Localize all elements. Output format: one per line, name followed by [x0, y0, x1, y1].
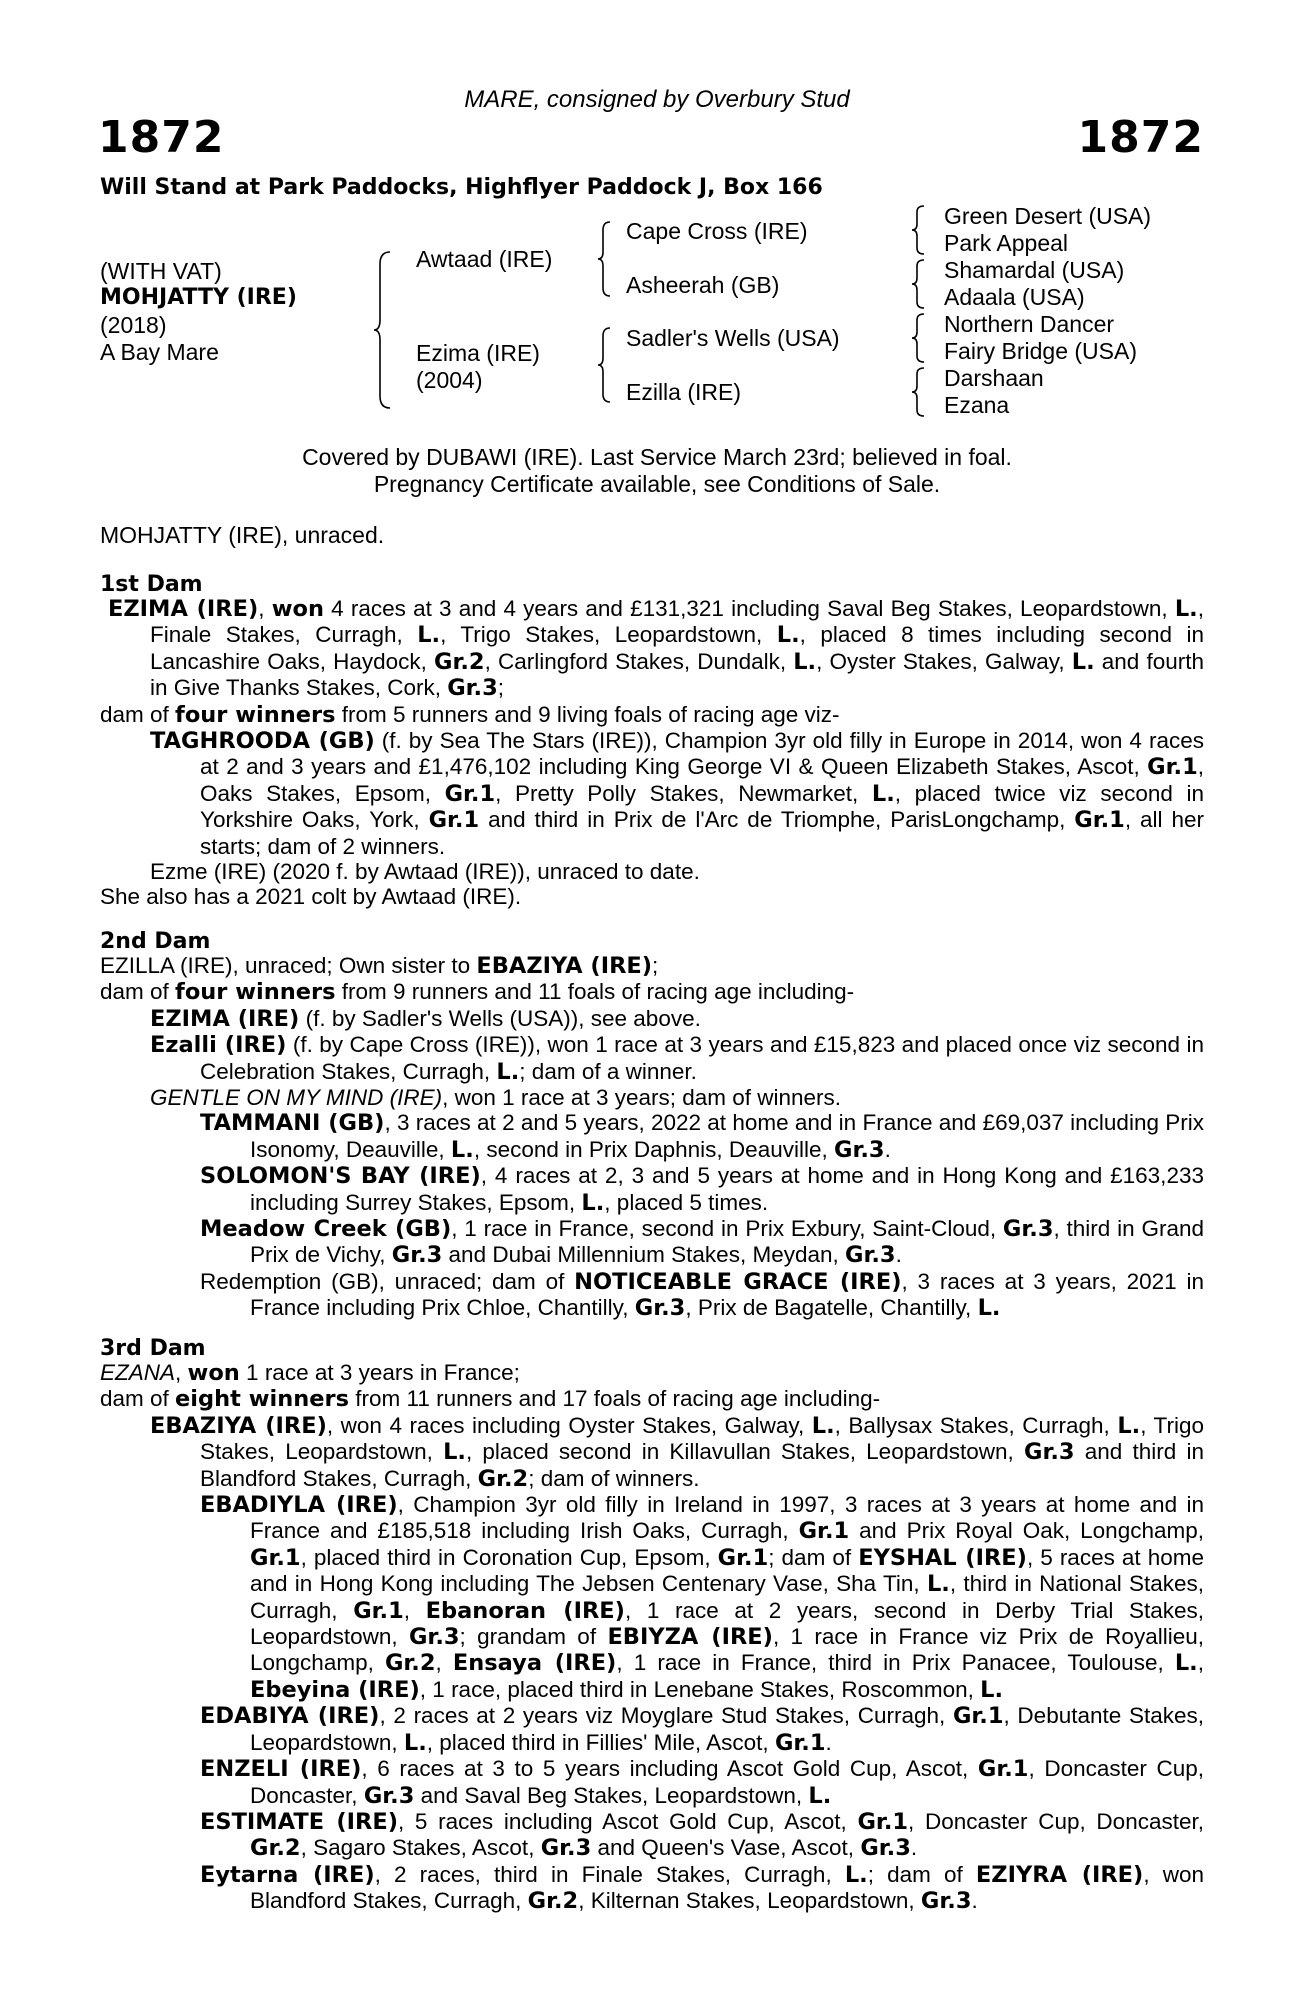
lot-number-left: 1872: [98, 112, 225, 163]
text-run: , 1 race, placed third in Lenebane Stakes, Roscommon,: [419, 1676, 981, 1702]
bold-run: L.: [496, 1058, 520, 1085]
bold-run: L.: [793, 648, 817, 675]
bold-run: Ensaya (IRE): [452, 1650, 617, 1677]
bold-run: Gr.1: [444, 780, 496, 807]
third-dam-section: [100, 1360, 1204, 1915]
text-run: ,: [175, 1360, 188, 1385]
italic-run: EZANA: [100, 1360, 176, 1385]
bold-run: Gr.1: [774, 1729, 826, 1756]
bold-run: Gr.2: [434, 648, 485, 675]
bold-run: L.: [926, 1571, 950, 1598]
bold-run: EBADIYLA (IRE): [200, 1492, 398, 1519]
text-run: , Trigo Stakes, Leopardstown,: [440, 622, 777, 648]
text-run: , Pretty Polly Stakes, Newmarket,: [495, 780, 872, 806]
produce-entry: [100, 728, 1204, 859]
first-dam-record: [100, 596, 1204, 702]
bold-run: Ebeyina (IRE): [250, 1676, 420, 1703]
second-dam-heading: 2nd Dam: [100, 929, 211, 954]
text-run: , won Blandford Stakes, Curragh,: [250, 1861, 1204, 1914]
third-dam-heading: 3rd Dam: [100, 1336, 206, 1361]
grand-produce-entry: [100, 1110, 1204, 1163]
pedigree-dam-sire: Sadler's Wells (USA): [626, 325, 840, 351]
bold-run: TAGHROODA (GB): [150, 728, 375, 755]
pedigree-sire-dam: Asheerah (GB): [626, 272, 780, 298]
text-run: ; dam of: [867, 1861, 976, 1887]
text-run: , 1 race at 2 years, second in Derby Trial Stakes, Leopardstown,: [250, 1597, 1204, 1650]
bold-run: Meadow Creek (GB): [200, 1216, 452, 1243]
text-run: and Saval Beg Stakes, Leopardstown,: [414, 1782, 809, 1808]
text-run: , 3 races at 2 and 5 years, 2022 at home and in France and £69,037 including Prix Isonomy, Deauville,: [250, 1110, 1204, 1162]
text-run: , Oyster Stakes, Galway,: [816, 648, 1072, 674]
text-run: , 5 races including Ascot Gold Cup, Ascot,: [397, 1808, 858, 1834]
bold-run: Gr.3: [1002, 1216, 1054, 1243]
second-dam-record: [100, 953, 1204, 979]
text-run: , placed 5 times.: [604, 1189, 769, 1215]
bold-run: Gr.3: [447, 675, 498, 702]
bold-run: Gr.1: [1147, 754, 1198, 781]
grand-produce-entry: [100, 1163, 1204, 1216]
bold-run: L.: [417, 622, 441, 649]
bold-run: Eytarna (IRE): [200, 1861, 375, 1888]
text-run: , placed 8 times including second in Lancashire Oaks, Haydock,: [150, 622, 1204, 674]
grand-produce-entry: [100, 1492, 1204, 1703]
horse-year: (2018): [100, 312, 167, 338]
bold-run: EBAZIYA (IRE): [476, 953, 653, 979]
produce-entry: [100, 1006, 1204, 1032]
pedigree-g3-6: Fairy Bridge (USA): [944, 338, 1137, 364]
text-run: , Debutante Stakes, Leopardstown,: [250, 1703, 1204, 1755]
text-run: , Trigo Stakes, Leopardstown,: [200, 1412, 1204, 1465]
text-run: , 4 races at 2, 3 and 5 years at home and in Hong Kong and £163,233 including Surrey Stakes, Epsom,: [250, 1163, 1204, 1215]
text-run: She also has a 2021 colt by Awtaad (IRE).: [100, 884, 522, 910]
bold-run: EZIMA (IRE): [150, 1005, 300, 1032]
unraced-note: MOHJATTY (IRE), unraced.: [100, 522, 385, 548]
text-run: 1 race at 3 years in France;: [239, 1360, 520, 1385]
bold-run: L.: [443, 1439, 466, 1466]
bold-run: four winners: [175, 979, 336, 1006]
bold-run: four winners: [175, 701, 336, 728]
bold-run: Gr.1: [428, 807, 480, 834]
pedigree-brace-sire: [596, 220, 616, 298]
text-run: and third in Prix de l'Arc de Triomphe, ParisLongchamp,: [479, 807, 1075, 833]
produce-entry: [100, 1085, 1204, 1110]
covered-line-1: Covered by DUBAWI (IRE). Last Service March 23rd; believed in foal.: [302, 444, 1012, 470]
bold-run: Gr.3: [540, 1835, 592, 1862]
italic-run: GENTLE ON MY MIND (IRE): [150, 1085, 443, 1111]
bold-run: EDABIYA (IRE): [200, 1703, 380, 1730]
bold-run: Gr.1: [353, 1597, 404, 1624]
bold-run: Gr.3: [1023, 1439, 1075, 1466]
third-dam-produce-summary: [100, 1386, 1204, 1412]
grand-produce-entry: [100, 1269, 1204, 1322]
bold-run: L.: [871, 780, 895, 807]
bold-run: EZIYRA (IRE): [975, 1861, 1144, 1888]
bold-run: Gr.2: [384, 1650, 436, 1677]
text-run: , 5 races at home and in Hong Kong including The Jebsen Centenary Vase, Sha Tin,: [250, 1544, 1204, 1597]
text-run: and Dubai Millennium Stakes, Meydan,: [442, 1242, 846, 1268]
bold-run: won: [187, 1360, 240, 1386]
bold-run: L.: [776, 622, 800, 649]
text-run: , Finale Stakes, Curragh,: [150, 596, 1204, 648]
text-run: , Prix de Bagatelle, Chantilly,: [685, 1295, 978, 1321]
text-run: , placed third in Coronation Cup, Epsom,: [300, 1544, 718, 1570]
bold-run: Gr.3: [920, 1888, 972, 1915]
bold-run: Gr.3: [860, 1835, 911, 1862]
text-run: , placed twice viz second in Yorkshire Oaks, York,: [200, 780, 1205, 833]
text-run: from 9 runners and 11 foals of racing age including-: [335, 979, 855, 1005]
lot-number-right: 1872: [1077, 112, 1204, 163]
produce-entry: [100, 1862, 1204, 1915]
first-dam-produce-summary: [100, 702, 1204, 728]
bold-run: Gr.3: [834, 1136, 885, 1163]
text-run: (f. by Cape Cross (IRE)), won 1 race at 3 years and £15,823 and placed once viz second in Celebration Stakes, Curragh,: [200, 1032, 1204, 1084]
text-run: , second in Prix Daphnis, Deauville,: [473, 1136, 834, 1162]
bold-run: Ebanoran (IRE): [425, 1597, 625, 1624]
text-run: and fourth in Give Thanks Stakes, Cork,: [150, 648, 1204, 701]
bold-run: L.: [1174, 1650, 1198, 1677]
bold-run: Gr.3: [391, 1242, 443, 1269]
pedigree-g3-4: Adaala (USA): [944, 284, 1085, 310]
horse-vat: (WITH VAT): [100, 258, 222, 284]
produce-entry: [100, 859, 1204, 884]
text-run: , 1 race in France, second in Prix Exbury, Saint-Cloud,: [451, 1216, 1003, 1242]
text-run: ; dam of a winner.: [519, 1058, 697, 1084]
text-run: (f. by Sea The Stars (IRE)), Champion 3yr old filly in Europe in 2014, won 4 races at 2 and 3 years and £1,476,102 including King George VI & Queen Elizabeth Stakes, Ascot,: [200, 728, 1204, 780]
text-run: , Carlingford Stakes, Dundalk,: [484, 648, 794, 674]
text-run: , Kilternan Stakes, Leopardstown,: [578, 1888, 921, 1914]
bold-run: EBAZIYA (IRE): [150, 1412, 327, 1439]
text-run: ,: [258, 596, 272, 621]
bold-run: Gr.1: [952, 1703, 1004, 1730]
pedigree-g3-8: Ezana: [944, 392, 1010, 418]
text-run: and Queen's Vase, Ascot,: [591, 1835, 861, 1861]
bold-run: L.: [808, 1782, 832, 1809]
bold-run: L.: [811, 1412, 835, 1439]
text-run: (f. by Sadler's Wells (USA)), see above.: [299, 1005, 701, 1031]
text-run: , all her starts; dam of 2 winners.: [200, 807, 1204, 859]
bold-run: Gr.1: [798, 1518, 850, 1545]
bold-run: EBIYZA (IRE): [607, 1624, 773, 1651]
produce-entry: [100, 1413, 1204, 1492]
text-run: , won 1 race at 3 years; dam of winners.: [442, 1085, 842, 1111]
second-dam-produce-summary: [100, 979, 1204, 1005]
text-run: , Doncaster Cup, Doncaster,: [250, 1756, 1204, 1808]
first-dam-heading: 1st Dam: [100, 572, 203, 597]
stand-location: Will Stand at Park Paddocks, Highflyer Paddock J, Box 166: [100, 175, 823, 200]
bold-run: Gr.1: [717, 1544, 769, 1571]
text-run: , Sagaro Stakes, Ascot,: [300, 1835, 541, 1861]
bold-run: EZIMA (IRE): [108, 596, 259, 622]
text-run: .: [910, 1835, 918, 1861]
first-dam-note: [100, 884, 1204, 909]
text-run: , placed second in Killavullan Stakes, Leopardstown,: [465, 1439, 1024, 1465]
third-dam-record: [100, 1360, 1204, 1386]
text-run: .: [895, 1242, 902, 1268]
bold-run: L.: [1174, 596, 1198, 622]
consignor-subtitle: MARE, consigned by Overbury Stud: [464, 86, 850, 113]
bold-run: Gr.3: [845, 1242, 896, 1269]
covered-line-2: Pregnancy Certificate available, see Conditions of Sale.: [373, 471, 941, 497]
text-run: , Champion 3yr old filly in Ireland in 1997, 3 races at 3 years at home and in France and £185,518 including Irish Oaks, Curragh,: [250, 1492, 1204, 1544]
text-run: .: [884, 1136, 891, 1162]
pedigree-dam-year: (2004): [416, 367, 483, 393]
bold-run: won: [271, 596, 324, 622]
text-run: ;: [652, 953, 659, 978]
text-run: , Ballysax Stakes, Curragh,: [834, 1412, 1118, 1438]
text-run: , 1 race in France viz Prix de Royallieu, Longchamp,: [250, 1624, 1204, 1676]
text-run: , 3 races at 3 years, 2021 in France including Prix Chloe, Chantilly,: [250, 1268, 1205, 1321]
text-run: , Doncaster Cup, Doncaster,: [908, 1808, 1204, 1834]
text-run: , won 4 races including Oyster Stakes, Galway,: [326, 1412, 812, 1438]
text-run: and third in Blandford Stakes, Curragh,: [200, 1439, 1204, 1491]
bold-run: Gr.1: [857, 1808, 909, 1835]
bold-run: L.: [581, 1189, 605, 1216]
bold-run: SOLOMON'S BAY (IRE): [200, 1163, 481, 1190]
text-run: ,: [435, 1650, 453, 1676]
pedigree-g3-3: Shamardal (USA): [944, 257, 1125, 283]
bold-run: L.: [977, 1295, 1001, 1322]
bold-run: Gr.2: [250, 1835, 301, 1862]
pedigree-sire-sire: Cape Cross (IRE): [626, 218, 808, 244]
bold-run: Gr.1: [977, 1756, 1029, 1783]
pedigree-brace-g3-1: [910, 204, 930, 256]
horse-name: MOHJATTY (IRE): [100, 285, 297, 310]
bold-run: Gr.2: [477, 1465, 529, 1492]
pedigree-g3-2: Park Appeal: [944, 230, 1069, 256]
produce-entry: [100, 1032, 1204, 1085]
bold-run: Gr.1: [250, 1544, 301, 1571]
produce-entry: [100, 1756, 1204, 1809]
bold-run: L.: [1117, 1412, 1141, 1439]
pedigree-g3-1: Green Desert (USA): [944, 203, 1152, 229]
pedigree-sire: Awtaad (IRE): [416, 246, 553, 272]
bold-run: L.: [403, 1729, 427, 1756]
pedigree-g3-5: Northern Dancer: [944, 311, 1115, 337]
pedigree-dam: Ezima (IRE): [416, 340, 540, 366]
bold-run: Gr.3: [363, 1782, 415, 1809]
text-run: ; dam of: [768, 1544, 859, 1570]
produce-entry: [100, 1703, 1204, 1756]
bold-run: Gr.2: [527, 1888, 579, 1915]
bold-run: ENZELI (IRE): [200, 1756, 362, 1783]
bold-run: L.: [450, 1136, 474, 1163]
text-run: ,: [1197, 1650, 1204, 1676]
grand-produce-entry: [100, 1216, 1204, 1269]
bold-run: TAMMANI (GB): [200, 1110, 385, 1137]
pedigree-brace-parents: [372, 250, 396, 410]
text-run: dam of: [100, 1386, 176, 1412]
text-run: dam of: [100, 979, 176, 1005]
text-run: , 6 races at 3 to 5 years including Ascot Gold Cup, Ascot,: [361, 1756, 978, 1782]
horse-description: A Bay Mare: [100, 339, 219, 365]
text-run: ; grandam of: [459, 1624, 608, 1650]
bold-run: L.: [980, 1676, 1004, 1703]
pedigree-brace-g3-2: [910, 258, 930, 310]
pedigree-dam-dam: Ezilla (IRE): [626, 379, 742, 405]
text-run: ; dam of winners.: [528, 1465, 700, 1491]
text-run: , 2 races, third in Finale Stakes, Curragh,: [374, 1861, 845, 1887]
text-run: Redemption (GB), unraced; dam of: [200, 1268, 575, 1294]
text-run: and Prix Royal Oak, Longchamp,: [849, 1518, 1204, 1544]
bold-run: L.: [1071, 648, 1095, 675]
text-run: , third in National Stakes, Curragh,: [250, 1571, 1204, 1623]
text-run: ;: [497, 675, 505, 701]
text-run: , placed third in Fillies' Mile, Ascot,: [426, 1729, 775, 1755]
bold-run: eight winners: [175, 1386, 350, 1413]
first-dam-section: [100, 596, 1204, 910]
pedigree-brace-dam: [596, 326, 616, 404]
text-run: , third in Grand Prix de Vichy,: [250, 1216, 1204, 1268]
bold-run: ESTIMATE (IRE): [200, 1808, 398, 1835]
text-run: ,: [403, 1597, 426, 1623]
bold-run: Gr.3: [634, 1295, 686, 1322]
text-run: .: [825, 1729, 832, 1755]
pedigree-g3-7: Darshaan: [944, 365, 1044, 391]
text-run: EZILLA (IRE), unraced; Own sister to: [100, 953, 477, 978]
text-run: dam of: [100, 701, 176, 727]
text-run: Ezme (IRE) (2020 f. by Awtaad (IRE)), unraced to date.: [150, 859, 700, 885]
pedigree-brace-g3-4: [910, 366, 930, 418]
second-dam-section: [100, 953, 1204, 1322]
bold-run: Ezalli (IRE): [150, 1032, 287, 1059]
text-run: , 1 race in France, third in Prix Panacee, Toulouse,: [616, 1650, 1175, 1676]
text-run: , 2 races at 2 years viz Moyglare Stud Stakes, Curragh,: [379, 1703, 953, 1729]
bold-run: Gr.3: [408, 1624, 460, 1651]
text-run: , Oaks Stakes, Epsom,: [200, 754, 1204, 806]
text-run: 4 races at 3 and 4 years and £131,321 including Saval Beg Stakes, Leopardstown,: [323, 596, 1175, 621]
text-run: from 11 runners and 17 foals of racing age including-: [349, 1386, 881, 1412]
text-run: .: [971, 1888, 978, 1914]
text-run: from 5 runners and 9 living foals of racing age viz-: [335, 701, 840, 727]
bold-run: L.: [844, 1861, 868, 1888]
bold-run: EYSHAL (IRE): [858, 1544, 1027, 1571]
bold-run: NOTICEABLE GRACE (IRE): [574, 1268, 902, 1295]
pedigree-brace-g3-3: [910, 312, 930, 364]
bold-run: Gr.1: [1074, 807, 1125, 834]
produce-entry: [100, 1809, 1204, 1862]
